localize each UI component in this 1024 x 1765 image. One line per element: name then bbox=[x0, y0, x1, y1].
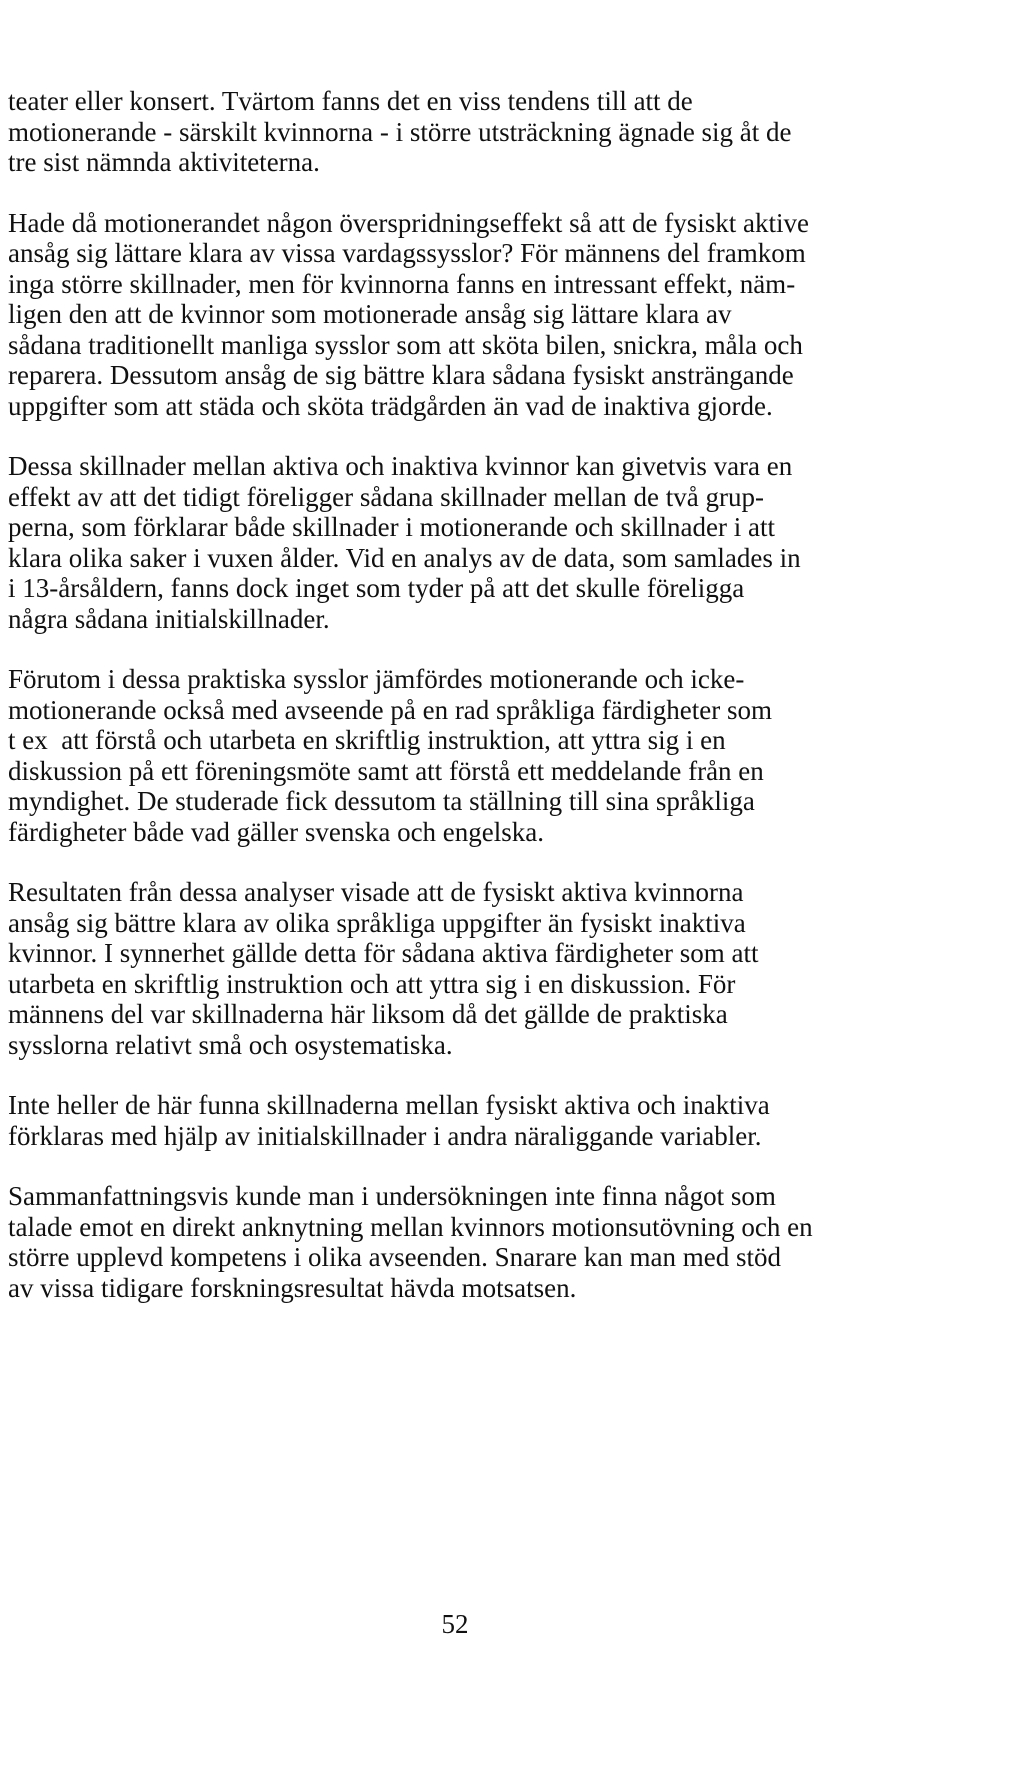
text-line: motionerande också med avseende på en rad språkliga färdigheter som bbox=[8, 694, 772, 725]
text-line: tre sist nämnda aktiviteterna. bbox=[8, 147, 320, 177]
text-line: Hade då motionerandet någon överspridningseffekt så att de fysiskt aktive bbox=[8, 207, 810, 238]
paragraph-2 bbox=[8, 208, 928, 422]
page-number: 52 bbox=[441, 1609, 469, 1639]
text-line: diskussion på ett föreningsmöte samt att förstå ett meddelande från en bbox=[8, 755, 764, 786]
paragraph-5 bbox=[8, 877, 928, 1060]
text-line: Förutom i dessa praktiska sysslor jämfördes motionerande och icke- bbox=[8, 664, 745, 694]
text-line: Dessa skillnader mellan aktiva och inaktiva kvinnor kan givetvis vara en bbox=[8, 451, 793, 481]
text-line: motionerande - särskilt kvinnorna - i större utsträckning ägnade sig åt de bbox=[8, 116, 792, 147]
text-line: talade emot en direkt anknytning mellan kvinnors motionsutövning och en bbox=[8, 1211, 813, 1242]
text-line: sådana traditionellt manliga sysslor som att sköta bilen, snickra, måla och bbox=[8, 329, 803, 360]
text-line: några sådana initialskillnader. bbox=[8, 603, 330, 634]
text-line: Resultaten från dessa analyser visade att de fysiskt aktiva kvinnorna bbox=[8, 877, 744, 907]
text-line: ligen den att de kvinnor som motionerade ansåg sig lättare klara av bbox=[8, 299, 732, 329]
text-line: männens del var skillnaderna här liksom då det gällde de praktiska bbox=[8, 999, 728, 1029]
text-line: utarbeta en skriftlig instruktion och att yttra sig i en diskussion. För bbox=[8, 968, 736, 999]
text-line: färdigheter både vad gäller svenska och engelska. bbox=[8, 816, 545, 847]
text-line: Inte heller de här funna skillnaderna mellan fysiskt aktiva och inaktiva bbox=[8, 1090, 770, 1120]
paragraph-1 bbox=[8, 86, 928, 178]
text-line: klara olika saker i vuxen ålder. Vid en analys av de data, som samlades in bbox=[8, 542, 801, 573]
text-line: inga större skillnader, men för kvinnorna fanns en intressant effekt, näm- bbox=[8, 268, 796, 299]
text-line: Sammanfattningsvis kunde man i undersökningen inte finna något som bbox=[8, 1181, 776, 1211]
text-line: i 13-årsåldern, fanns dock inget som tyder på att det skulle föreligga bbox=[8, 573, 745, 603]
text-line: större upplevd kompetens i olika avseenden. Snarare kan man med stöd bbox=[8, 1242, 782, 1272]
text-line: teater eller konsert. Tvärtom fanns det en viss tendens till att de bbox=[8, 86, 693, 116]
document-body bbox=[8, 86, 928, 1333]
text-line: sysslorna relativt små och osystematiska. bbox=[8, 1029, 453, 1060]
paragraph-6 bbox=[8, 1090, 928, 1151]
paragraph-3 bbox=[8, 451, 928, 634]
text-line: myndighet. De studerade fick dessutom ta ställning till sina språkliga bbox=[8, 786, 755, 816]
text-line: uppgifter som att städa och sköta trädgården än vad de inaktiva gjorde. bbox=[8, 390, 773, 421]
text-line: reparera. Dessutom ansåg de sig bättre klara sådana fysiskt ansträngande bbox=[8, 360, 794, 390]
paragraph-7 bbox=[8, 1181, 928, 1303]
text-line: ansåg sig bättre klara av olika språkliga uppgifter än fysiskt inaktiva bbox=[8, 907, 746, 938]
text-line: förklaras med hjälp av initialskillnader i andra näraliggande variabler. bbox=[8, 1120, 762, 1151]
text-line: effekt av att det tidigt föreligger sådana skillnader mellan de två grup- bbox=[8, 481, 764, 512]
text-line: t ex att förstå och utarbeta en skriftlig instruktion, att yttra sig i en bbox=[8, 725, 726, 755]
text-line: av vissa tidigare forskningsresultat hävda motsatsen. bbox=[8, 1272, 577, 1303]
paragraph-4 bbox=[8, 664, 928, 847]
text-line: perna, som förklarar både skillnader i motionerande och skillnader i att bbox=[8, 512, 775, 542]
text-line: kvinnor. I synnerhet gällde detta för sådana aktiva färdigheter som att bbox=[8, 938, 759, 968]
text-line: ansåg sig lättare klara av vissa vardagssysslor? För männens del framkom bbox=[8, 238, 806, 268]
